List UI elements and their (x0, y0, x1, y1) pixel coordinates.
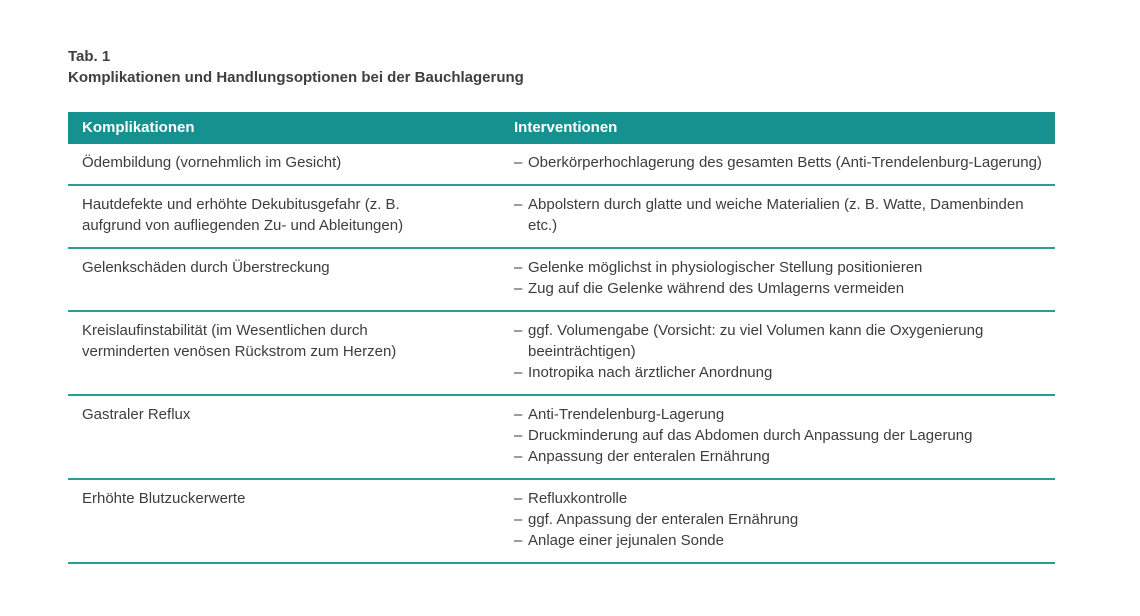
interventions-cell (508, 479, 1055, 563)
intervention-text: Abpolstern durch glatte und weiche Materialien (z. B. Watte, Damenbinden etc.) (528, 196, 1024, 234)
table-row (68, 144, 1055, 185)
interventions-list (514, 488, 1045, 551)
dash-marker: – (514, 364, 523, 381)
interventions-cell (508, 395, 1055, 479)
dash-marker: – (514, 154, 523, 171)
complication-cell: Gastraler Reflux (68, 395, 508, 479)
dash-marker: – (514, 259, 523, 276)
intervention-text: ggf. Anpassung der enteralen Ernährung (528, 511, 799, 528)
table-title: Komplikationen und Handlungsoptionen bei der Bauchlagerung (68, 69, 524, 86)
intervention-item (514, 404, 1045, 425)
intervention-item (514, 446, 1045, 467)
intervention-item (514, 362, 1045, 383)
dash-marker: – (514, 322, 523, 339)
dash-marker: – (514, 490, 523, 507)
intervention-item (514, 278, 1045, 299)
intervention-text: Druckminderung auf das Abdomen durch Anpassung der Lagerung (528, 427, 973, 444)
intervention-text: Anpassung der enteralen Ernährung (528, 448, 770, 465)
interventions-cell (508, 185, 1055, 248)
dash-marker: – (514, 511, 523, 528)
intervention-text: Zug auf die Gelenke während des Umlagerns vermeiden (528, 280, 905, 297)
intervention-item (514, 194, 1045, 236)
complication-cell: Erhöhte Blutzuckerwerte (68, 479, 508, 563)
table-number: Tab. 1 (68, 48, 111, 65)
interventions-cell (508, 144, 1055, 185)
intervention-item (514, 425, 1045, 446)
intervention-text: Gelenke möglichst in physiologischer Stellung positionieren (528, 259, 923, 276)
intervention-item (514, 530, 1045, 551)
intervention-text: Inotropika nach ärztlicher Anordnung (528, 364, 773, 381)
table-row (68, 479, 1055, 563)
intervention-item (514, 257, 1045, 278)
intervention-text: Oberkörperhochlagerung des gesamten Betts (Anti-Trendelenburg-Lagerung) (528, 154, 1042, 171)
intervention-item (514, 509, 1045, 530)
dash-marker: – (514, 196, 523, 213)
interventions-cell (508, 248, 1055, 311)
intervention-item (514, 152, 1045, 173)
column-header-interventionen: Interventionen (508, 112, 1055, 144)
column-header-komplikationen: Komplikationen (68, 112, 508, 144)
table-row (68, 185, 1055, 248)
dash-marker: – (514, 406, 523, 423)
intervention-text: Anti-Trendelenburg-Lagerung (528, 406, 725, 423)
intervention-item (514, 320, 1045, 362)
interventions-cell (508, 311, 1055, 395)
intervention-text: ggf. Volumengabe (Vorsicht: zu viel Volumen kann die Oxygenierung beeinträchtigen) (528, 322, 984, 360)
table-row (68, 395, 1055, 479)
interventions-list (514, 257, 1045, 299)
dash-marker: – (514, 448, 523, 465)
intervention-text: Anlage einer jejunalen Sonde (528, 532, 724, 549)
interventions-list (514, 404, 1045, 467)
table-row (68, 248, 1055, 311)
dash-marker: – (514, 532, 523, 549)
table-caption (68, 46, 1055, 88)
complication-cell: Gelenkschäden durch Überstreckung (68, 248, 508, 311)
complication-cell: Ödembildung (vornehmlich im Gesicht) (68, 144, 508, 185)
interventions-list (514, 152, 1045, 173)
complication-cell: Kreislaufinstabilität (im Wesentlichen durch verminderten venösen Rückstrom zum Herzen) (68, 311, 508, 395)
complication-cell: Hautdefekte und erhöhte Dekubitusgefahr (z. B. aufgrund von aufliegenden Zu- und Ableitungen) (68, 185, 508, 248)
intervention-text: Refluxkontrolle (528, 490, 628, 507)
intervention-item (514, 488, 1045, 509)
table-row (68, 311, 1055, 395)
dash-marker: – (514, 280, 523, 297)
dash-marker: – (514, 427, 523, 444)
complications-table (68, 112, 1055, 564)
table-header-row (68, 112, 1055, 144)
interventions-list (514, 194, 1045, 236)
interventions-list (514, 320, 1045, 383)
